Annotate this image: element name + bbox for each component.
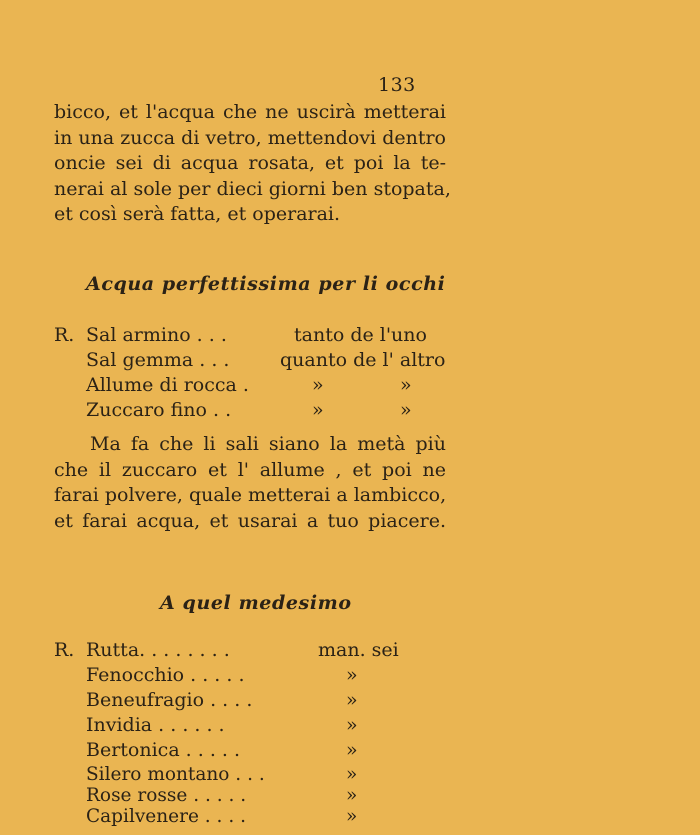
ditto-mark: » <box>312 399 324 421</box>
recipe-prefix: R. <box>54 639 75 661</box>
ingredient-name: Capilvenere . . . . <box>86 806 246 827</box>
ingredient-name: Zuccaro fino . . <box>86 399 232 421</box>
paragraph-1 <box>54 100 451 228</box>
ingredient-name: Rose rosse . . . . . <box>86 785 247 806</box>
text-line: farai polvere, quale metterai a lambicco, <box>54 484 447 506</box>
text-line: oncie sei di acqua rosata, et poi la te- <box>54 152 446 174</box>
ditto-mark: » <box>400 374 412 396</box>
text-line: nerai al sole per dieci giorni ben stopata, <box>54 177 451 200</box>
ingredient-name: Rutta. . . . . . . . <box>86 639 230 661</box>
ingredient-name: Fenocchio . . . . . <box>86 664 245 686</box>
ditto-mark: » <box>346 664 358 686</box>
section-heading: Acqua perfettissima per li occhi <box>86 273 446 295</box>
ingredient-quantity: tanto de l'uno <box>294 324 427 346</box>
ditto-mark: » <box>346 785 358 806</box>
ingredient-name: Beneufragio . . . . <box>86 689 253 711</box>
ditto-mark: » <box>312 374 324 396</box>
ditto-mark: » <box>346 806 358 827</box>
ingredient-name: Sal armino . . . <box>86 324 227 346</box>
ditto-mark: » <box>346 689 358 711</box>
text-line: et così serà fatta, et operarai. <box>54 203 341 225</box>
page-number: 133 <box>378 74 416 96</box>
text-line: et farai acqua, et usarai a tuo piacere. <box>54 509 446 532</box>
recipe-prefix: R. <box>54 324 75 346</box>
ditto-mark: » <box>346 764 358 785</box>
ditto-mark: » <box>346 714 358 736</box>
ditto-mark: » <box>346 739 358 761</box>
ingredient-quantity: quanto de l' altro <box>280 349 446 371</box>
text-line: che il zuccaro et l' allume , et poi ne <box>54 458 446 481</box>
ingredient-name: Sal gemma . . . <box>86 349 230 371</box>
section-heading: A quel medesimo <box>160 592 352 614</box>
text-line: in una zucca di vetro, mettendovi dentro <box>54 126 446 149</box>
ingredient-name: Allume di rocca . <box>86 374 249 396</box>
ingredient-name: Invidia . . . . . . <box>86 714 225 736</box>
text-line: Ma fa che li sali siano la metà più <box>90 433 446 455</box>
paragraph-2 <box>54 432 446 534</box>
ingredient-quantity: man. sei <box>318 639 399 661</box>
ditto-mark: » <box>400 399 412 421</box>
text-line: bicco, et l'acqua che ne uscirà metterai <box>54 101 446 123</box>
ingredient-name: Bertonica . . . . . <box>86 739 241 761</box>
ingredient-name: Silero montano . . . <box>86 764 265 785</box>
